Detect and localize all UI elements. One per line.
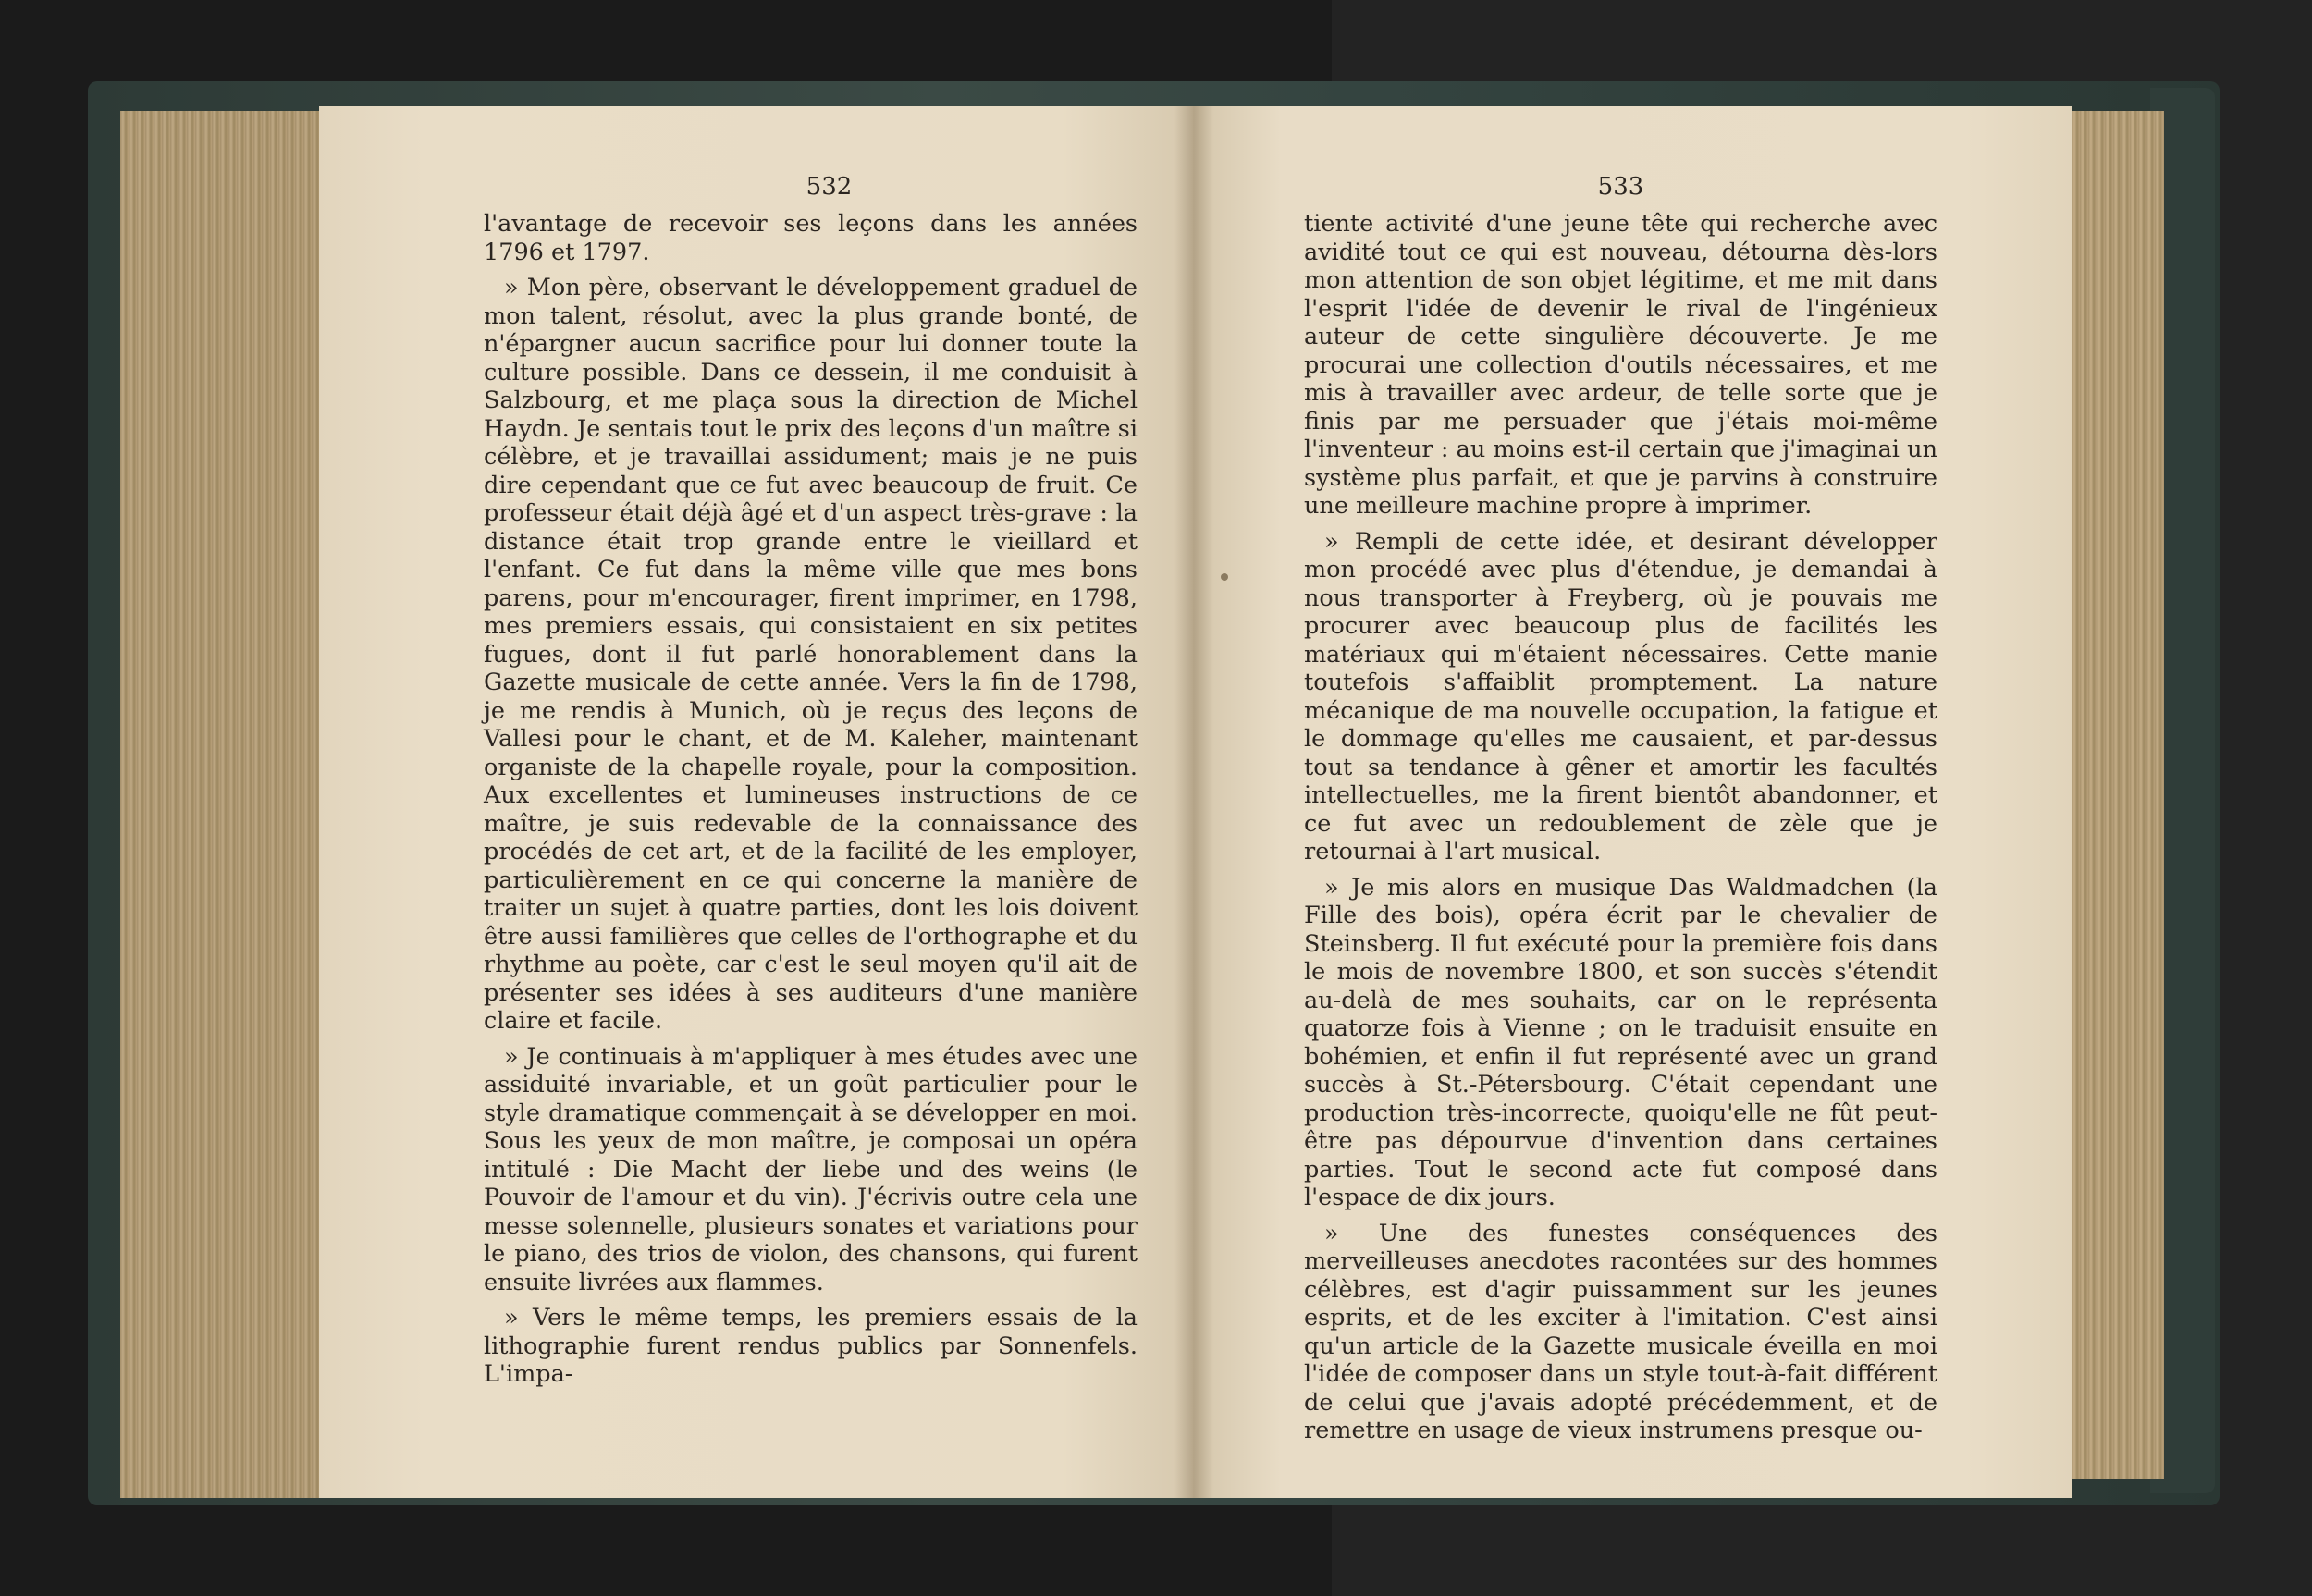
page-edges-right xyxy=(2072,111,2164,1479)
book-gutter xyxy=(1174,106,1213,1498)
right-paragraph: tiente activité d'une jeune tête qui recherche avec avidité tout ce qui est nouveau, détourna dès-lors mon attention de son objet légitime, et me mit dans l'esprit l'idée de devenir le rival de l'ingénieux auteur de cette singulière découverte. Je me procurai une collection d'outils nécessaires, et me mis à travailler avec ardeur, de telle sorte que je finis par me persuader que j'étais moi-même l'inventeur : au moins est-il certain que j'imaginai un système plus parfait, et que je parvins à construire une meilleure machine propre à imprimer. xyxy=(1304,210,1937,520)
page-edges-left xyxy=(120,111,319,1498)
left-paragraph: » Vers le même temps, les premiers essais de la lithographie furent rendus publics par Sonnenfels. L'impa- xyxy=(484,1304,1138,1388)
paper-spot xyxy=(1221,573,1228,581)
right-page xyxy=(1193,106,2072,1498)
left-paragraph: l'avantage de recevoir ses leçons dans les années 1796 et 1797. xyxy=(484,210,1138,266)
left-paragraph: » Mon père, observant le développement graduel de mon talent, résolut, avec la plus grande bonté, de n'épargner aucun sacrifice pour lui donner toute la culture possible. Dans ce dessein, il me conduisit à Salzbourg, et me plaça sous la direction de Michel Haydn. Je sentais tout le prix des leçons d'un maître si célèbre, et je travaillai assidument; mais je ne puis dire cependant que ce fut avec beaucoup de fruit. Ce professeur était déjà âgé et d'un aspect très-grave : la distance était trop grande entre le vieillard et l'enfant. Ce fut dans la même ville que mes bons parens, pour m'encourager, firent imprimer, en 1798, mes premiers essais, qui consistaient en six petites fugues, dont il fut parlé honorablement dans la Gazette musicale de cette année. Vers la fin de 1798, je me rendis à Munich, où je reçus des leçons de Vallesi pour le chant, et de M. Kaleher, maintenant organiste de la chapelle royale, pour la composition. Aux excellentes et lumineuses instructions de ce maître, je suis redevable de la connaissance des procédés de cet art, et de la facilité de les employer, particulièrement en ce qui concerne la manière de traiter un sujet à quatre parties, dont les lois doivent être aussi familières que celles de l'orthographe et du rhythme au poète, car c'est le seul moyen qu'il ait de présenter ses idées à ses auditeurs d'une manière claire et facile. xyxy=(484,274,1138,1035)
left-paragraph: » Je continuais à m'appliquer à mes études avec une assiduité invariable, et un goût particulier pour le style dramatique commençait à se développer en moi. Sous les yeux de mon maître, je composai un opéra intitulé : Die Macht der liebe und des weins (le Pouvoir de l'amour et du vin). J'écrivis outre cela une messe solennelle, plusieurs sonates et variations pour le piano, des trios de violon, des chansons, qui furent ensuite livrées aux flammes. xyxy=(484,1042,1138,1296)
right-paragraph: » Rempli de cette idée, et desirant développer mon procédé avec plus d'étendue, je demandai à nous transporter à Freyberg, où je pouvais me procurer avec beaucoup plus de facilités les matériaux qui m'étaient nécessaires. Cette manie toutefois s'affaiblit promptement. La nature mécanique de ma nouvelle occupation, la fatigue et le dommage qu'elles me causaient, et par-dessus tout sa tendance à gêner et amortir les facultés intellectuelles, me la firent bientôt abandonner, et ce fut avec un redoublement de zèle que je retournai à l'art musical. xyxy=(1304,527,1937,866)
right-page-text xyxy=(1304,210,1937,1445)
right-paragraph: » Une des funestes conséquences des merveilleuses anecdotes racontées sur des hommes célèbres, est d'agir puissamment sur les jeunes esprits, et de les exciter à l'imitation. C'est ainsi qu'un article de la Gazette musicale éveilla en moi l'idée de composer dans un style tout-à-fait différent de celui que j'avais adopté précédemment, et de remettre en usage de vieux instrumens presque ou- xyxy=(1304,1219,1937,1444)
left-page xyxy=(319,106,1193,1498)
left-page-number: 532 xyxy=(806,173,853,201)
right-page-number: 533 xyxy=(1597,173,1644,201)
left-page-text xyxy=(484,210,1138,1389)
right-paragraph: » Je mis alors en musique Das Waldmadchen (la Fille des bois), opéra écrit par le chevalier de Steinsberg. Il fut exécuté pour la première fois dans le mois de novembre 1800, et son succès s'étendit au-delà de mes souhaits, car on le représenta quatorze fois à Vienne ; on le traduisit ensuite en bohémien, et enfin il fut représenté avec un grand succès à St.-Pétersbourg. C'était cependant une production très-incorrecte, quoiqu'elle ne fût peut-être pas dépourvue d'invention dans certaines parties. Tout le second acte fut composé dans l'espace de dix jours. xyxy=(1304,873,1937,1211)
